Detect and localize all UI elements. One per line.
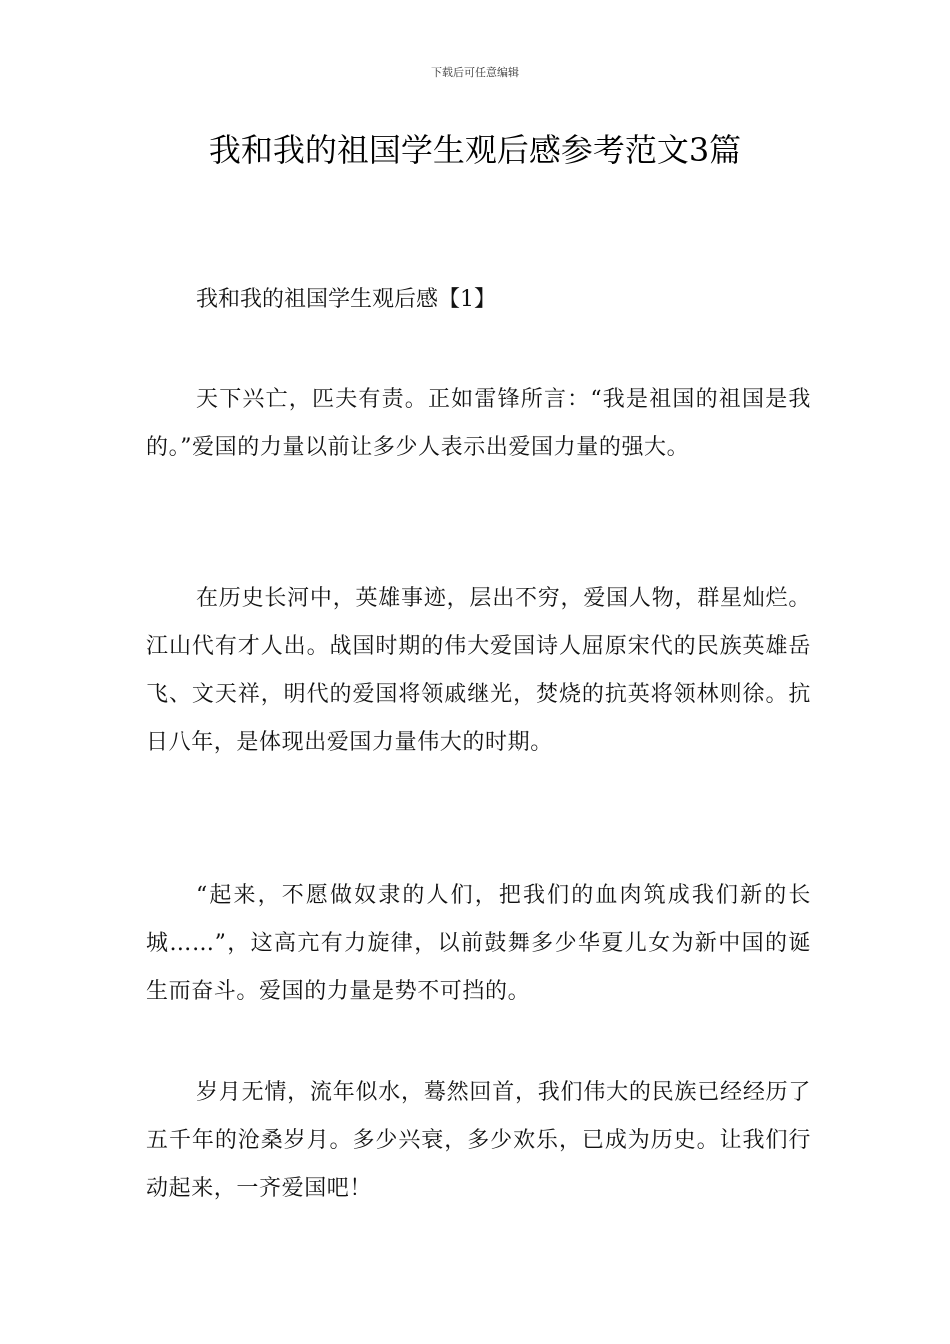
paragraph-4: 岁月无情，流年似水，蓦然回首，我们伟大的民族已经经历了五千年的沧桑岁月。多少兴衰，多少欢乐，已成为历史。让我们行动起来，一齐爱国吧！ [146, 1080, 811, 1201]
header-note: 下载后可任意编辑 [431, 66, 519, 79]
paragraph-2: 在历史长河中，英雄事迹，层出不穷，爱国人物，群星灿烂。江山代有才人出。战国时期的伟大爱国诗人屈原宋代的民族英雄岳飞、文天祥，明代的爱国将领戚继光，焚烧的抗英将领林则徐。抗日八年，是体现出爱国力量伟大的时期。 [146, 586, 811, 755]
paragraph-1: 天下兴亡，匹夫有责。正如雷锋所言：“我是祖国的祖国是我的。”爱国的力量以前让多少人表示出爱国力量的强大。 [146, 387, 811, 460]
section-heading: 我和我的祖国学生观后感【1】 [196, 287, 496, 312]
document-title: 我和我的祖国学生观后感参考范文3篇 [208, 131, 742, 169]
paragraph-3: “起来，不愿做奴隶的人们，把我们的血肉筑成我们新的长城……”，这高亢有力旋律，以前鼓舞多少华夏儿女为新中国的诞生而奋斗。爱国的力量是势不可挡的。 [146, 883, 811, 1004]
